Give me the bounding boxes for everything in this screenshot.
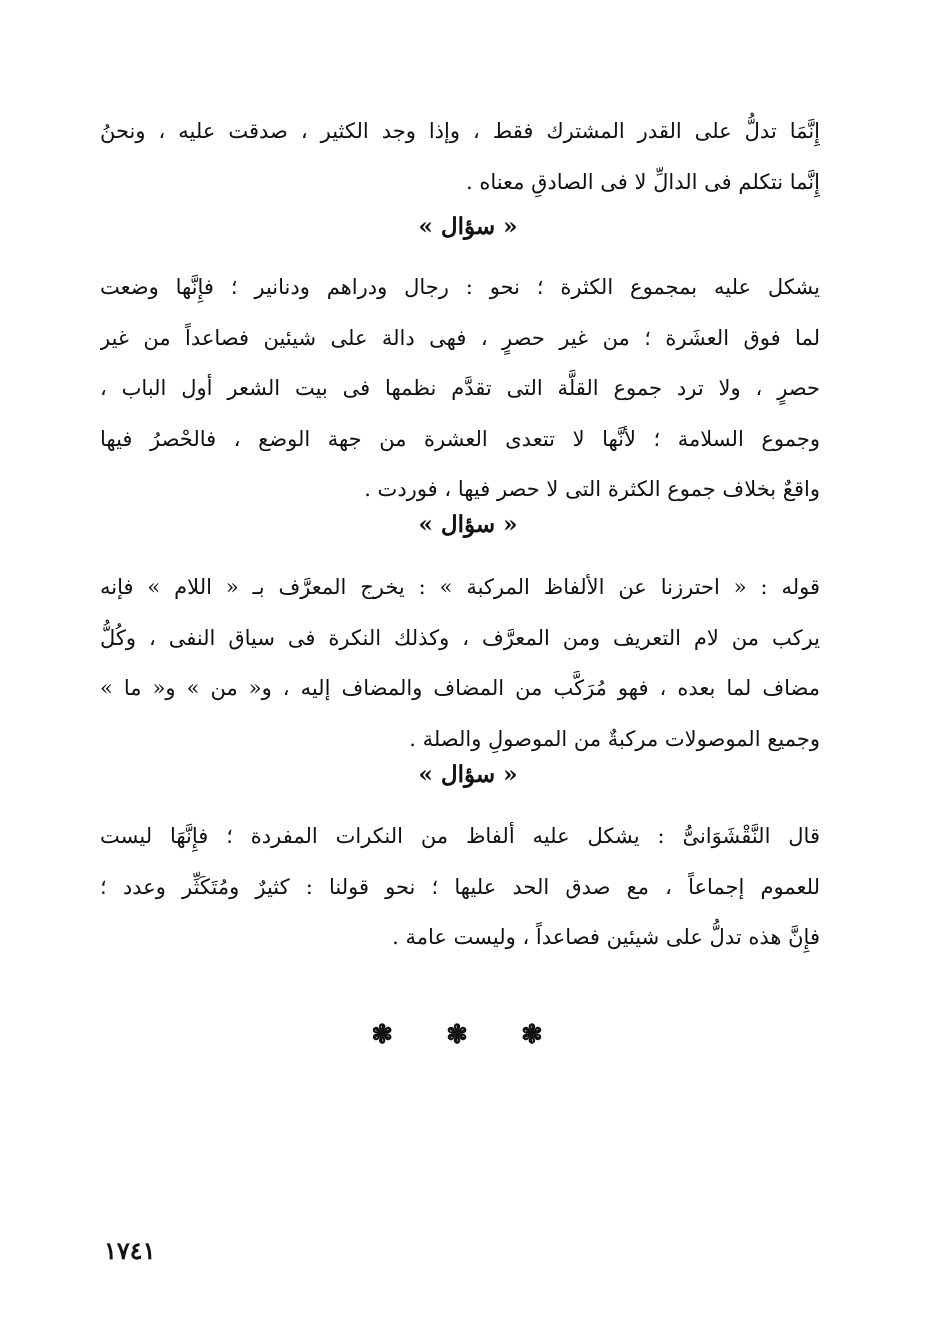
paragraph-line: مضاف لما بعده ، فهو مُرَكَّب من المضاف والمضاف إليه ، و« من » و« ما » [100, 676, 820, 700]
paragraph-line: وجميع الموصولات مركبةٌ من الموصولِ والصلة . [409, 726, 820, 751]
paragraph-4 [100, 811, 820, 963]
paragraph-line: قال النَّقْشَوَانىُّ : يشكل عليه ألفاظ من النكرات المفردة ؛ فإِنَّهَا ليست [100, 824, 820, 848]
section-heading-3: « سؤال » [418, 761, 518, 788]
page-number: ١٧٤١ [104, 1236, 156, 1265]
paragraph-line: واقعٌ بخلاف جموع الكثرة التى لا حصر فيها ، فوردت . [364, 477, 820, 501]
paragraph-line: وجموع السلامة ؛ لأنَّها لا تتعدى العشرة من جهة الوضع ، فالحْصرُ فيها [100, 426, 820, 451]
paragraph-line: لما فوق العشَرة ؛ من غير حصرٍ ، فهى دالة على شيئين فصاعداً من غير [100, 325, 820, 350]
paragraph-line: للعموم إجماعاً ، مع صدق الحد عليها ؛ نحو قولنا : كثيرٌ ومُتَكَثِّر وعدد ؛ [100, 874, 820, 899]
paragraph-1 [100, 106, 820, 207]
paragraph-line: قوله : « احترزنا عن الألفاظ المركبة » : يخرج المعرَّف بـ « اللام » فإنه [100, 575, 820, 599]
paragraph-line: حصرٍ ، ولا ترد جموع القلَّة التى تقدَّم نظمها فى بيت الشعر أول الباب ، [100, 376, 820, 400]
paragraph-3 [100, 562, 820, 764]
section-heading-1: « سؤال » [418, 213, 518, 240]
section-heading-2: « سؤال » [418, 511, 518, 538]
paragraph-line: إِنَّما نتكلم فى الدالِّ لا فى الصادقِ معناه . [465, 169, 820, 194]
paragraph-2 [100, 262, 820, 515]
paragraph-line: يركب من لام التعريف ومن المعرَّف ، وكذلك النكرة فى سياق النفى ، وكُلُّ [100, 625, 820, 650]
section-separator: ❃ ❃ ❃ [371, 1020, 565, 1050]
paragraph-line: يشكل عليه بمجموع الكثرة ؛ نحو : رجال ودراهم ودنانير ؛ فإِنَّها وضعت [100, 275, 820, 299]
paragraph-line: إِنَّمَا تدلُّ على القدر المشترك فقط ، وإذا وجد الكثير ، صدقت عليه ، ونحنُ [100, 119, 820, 143]
paragraph-line: فإِنَّ هذه تدلُّ على شيئين فصاعداً ، وليست عامة . [392, 925, 820, 949]
